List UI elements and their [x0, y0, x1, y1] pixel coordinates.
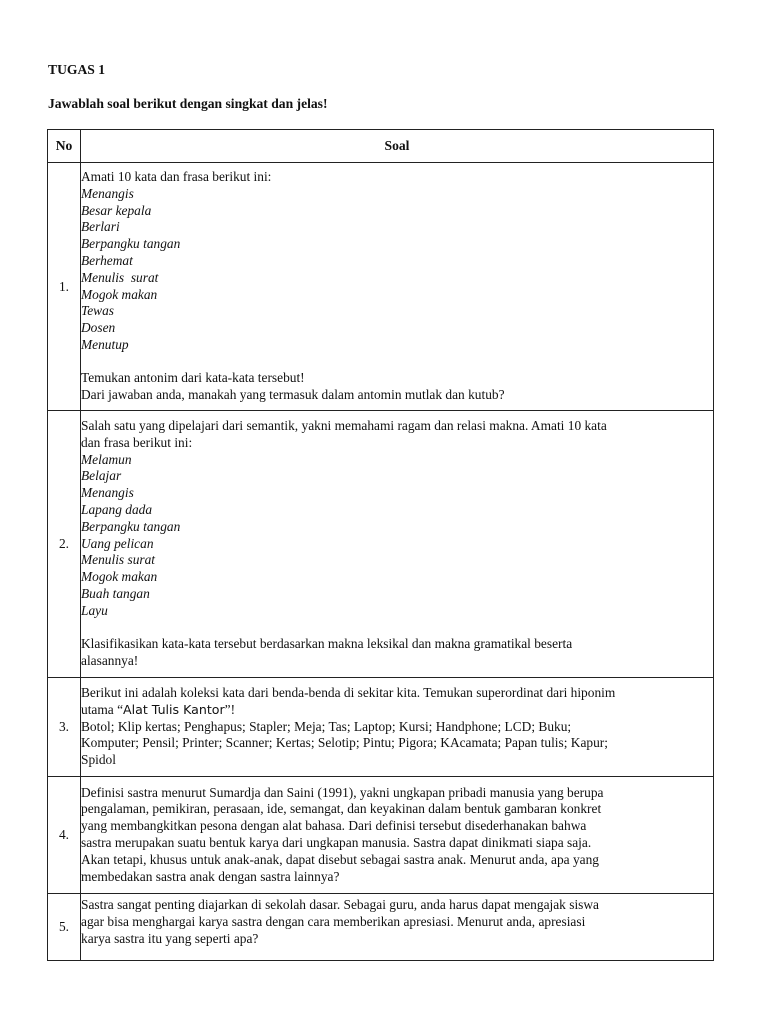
word-item: Berpangku tangan	[81, 518, 181, 534]
word-item: Menulis surat	[81, 269, 159, 285]
table-row	[48, 163, 714, 411]
question-cell	[81, 163, 714, 411]
table-row	[48, 678, 714, 777]
question-cell	[81, 411, 714, 678]
question-task: Klasifikasikan kata-kata tersebut berdasarkan makna leksikal dan makna gramatikal beserta	[81, 636, 573, 652]
word-item: Menangis	[81, 485, 134, 501]
spacer	[81, 620, 713, 637]
questions-table	[47, 129, 714, 961]
question-task: Temukan antonim dari kata-kata tersebut!	[81, 370, 305, 386]
word-item: Dosen	[81, 320, 116, 336]
word-item: Menulis surat	[81, 552, 156, 568]
word-item: Mogok makan	[81, 286, 158, 302]
spacer	[81, 354, 713, 371]
word-item: Tewas	[81, 303, 114, 319]
question-task: Dari jawaban anda, manakah yang termasuk dalam antomin mutlak dan kutub?	[81, 387, 505, 403]
question-text-line: agar bisa menghargai karya sastra dengan cara memberikan apresiasi. Menurut anda, apresiasi	[81, 913, 586, 929]
question-text-line: Komputer; Pensil; Printer; Scanner; Kertas; Selotip; Pintu; Pigora; KAcamata; Papan tulis; Kapur;	[81, 735, 608, 751]
word-item: Berpangku tangan	[81, 236, 181, 252]
question-text-line: Definisi sastra menurut Sumardja dan Saini (1991), yakni ungkapan pribadi manusia yang berupa	[81, 784, 604, 800]
question-number: 2.	[48, 411, 81, 678]
question-text-line: yang membangkitkan pesona dengan alat bahasa. Dari definisi tersebut disederhanakan bahwa	[81, 818, 587, 834]
word-item: Buah tangan	[81, 585, 150, 601]
question-text-line: pengalaman, pemikiran, perasaan, ide, semangat, dan keyakinan dalam bentuk gambaran konkret	[81, 801, 602, 817]
word-item: Berlari	[81, 219, 120, 235]
table-header-row	[48, 130, 714, 163]
instruction-text: Jawablah soal berikut dengan singkat dan jelas!	[48, 96, 328, 111]
page-title: TUGAS 1	[48, 62, 106, 77]
question-number: 5.	[48, 894, 81, 961]
question-cell	[81, 777, 714, 894]
question-cell	[81, 678, 714, 777]
word-item: Lapang dada	[81, 502, 153, 517]
word-item: Melamun	[81, 451, 132, 467]
hiponim-highlight: Alat Tulis Kantor	[123, 701, 225, 717]
word-item: Menangis	[81, 185, 134, 201]
word-item: Layu	[81, 602, 108, 618]
word-item: Mogok makan	[81, 569, 158, 585]
column-header-soal: Soal	[81, 130, 714, 163]
question-text-line: Berikut ini adalah koleksi kata dari benda-benda di sekitar kita. Temukan superordinat dari hiponim	[81, 685, 616, 700]
table-row	[48, 777, 714, 894]
question-text-line: membedakan sastra anak dengan sastra lainnya?	[81, 868, 340, 884]
question-intro: Salah satu yang dipelajari dari semantik, yakni memahami ragam dan relasi makna. Amati 10 kata	[81, 418, 607, 434]
question-text-line: Sastra sangat penting diajarkan di sekolah dasar. Sebagai guru, anda harus dapat mengajak siswa	[81, 897, 599, 912]
quote-suffix: ”!	[224, 701, 236, 717]
question-intro: dan frasa berikut ini:	[81, 434, 193, 450]
question-number: 3.	[48, 678, 81, 777]
question-intro: Amati 10 kata dan frasa berikut ini:	[81, 168, 272, 184]
question-number: 4.	[48, 777, 81, 894]
table-row	[48, 411, 714, 678]
question-text-line: sastra merupakan suatu bentuk karya dari ungkapan manusia. Sastra dapat dinikmati siapa saja.	[81, 835, 592, 850]
question-task: alasannya!	[81, 653, 139, 669]
question-text-line: karya sastra itu yang seperti apa?	[81, 930, 259, 946]
word-item: Berhemat	[81, 252, 133, 268]
question-cell	[81, 894, 714, 961]
table-row	[48, 894, 714, 961]
word-item: Uang pelican	[81, 535, 154, 551]
word-item: Menutup	[81, 336, 129, 352]
question-text-line: Akan tetapi, khusus untuk anak-anak, dapat disebut sebagai sastra anak. Menurut anda, apa yang	[81, 851, 599, 867]
question-number: 1.	[48, 163, 81, 411]
question-text-line: Spidol	[81, 752, 116, 768]
question-text-line	[81, 702, 713, 719]
quote-prefix: utama “	[81, 701, 124, 717]
question-text-line: Botol; Klip kertas; Penghapus; Stapler; Meja; Tas; Laptop; Kursi; Handphone; LCD; Buku;	[81, 718, 572, 734]
column-header-no: No	[48, 130, 81, 163]
word-item: Besar kepala	[81, 202, 152, 218]
word-item: Belajar	[81, 468, 122, 484]
